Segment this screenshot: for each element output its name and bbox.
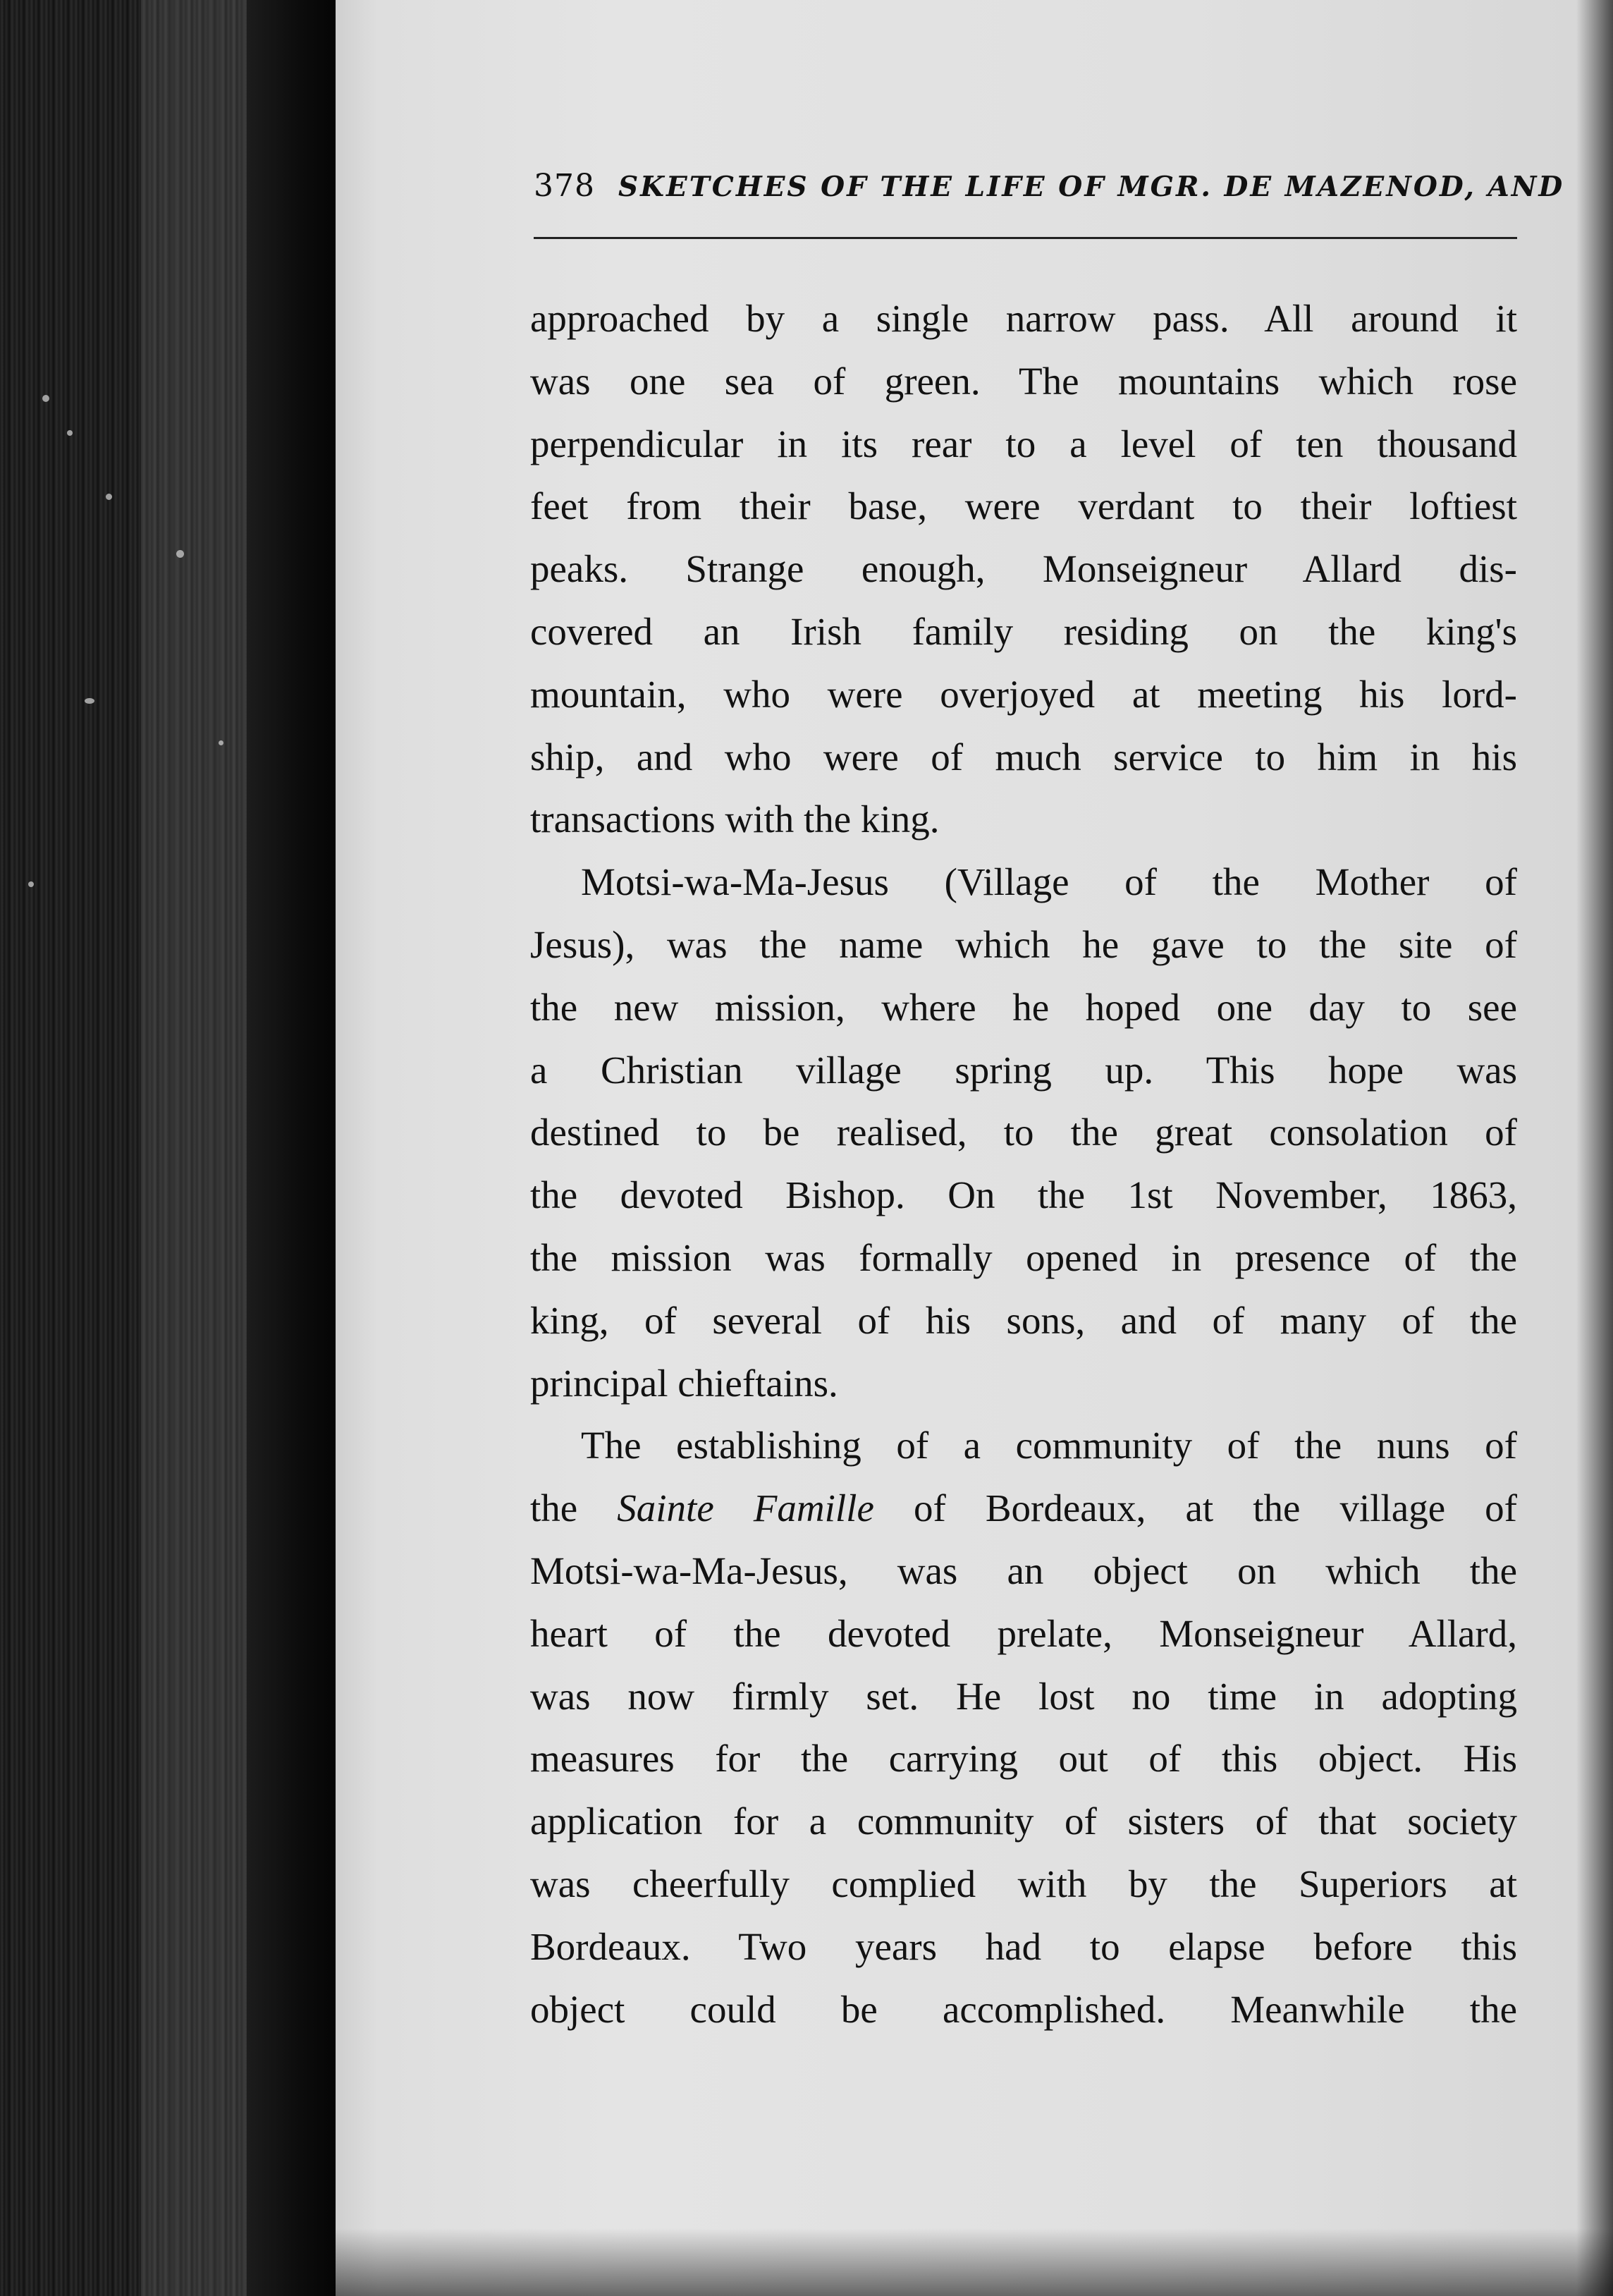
text-fragment: the bbox=[530, 1486, 578, 1530]
body-text bbox=[530, 288, 1517, 2041]
text-line: covered an Irish family residing on the king's bbox=[530, 609, 1517, 653]
spine-texture bbox=[141, 0, 247, 2296]
text-line: Motsi-wa-Ma-Jesus (Village of the Mother of bbox=[581, 860, 1517, 904]
text-line: a Christian village spring up. This hope was bbox=[530, 1048, 1517, 1092]
text-line: feet from their base, were verdant to their loftiest bbox=[530, 484, 1517, 528]
text-line: The establishing of a community of the nuns of bbox=[581, 1424, 1517, 1467]
text-line: approached by a single narrow pass. All around it bbox=[530, 297, 1517, 340]
text-fragment: of bbox=[913, 1486, 946, 1530]
text-line: mountain, who were overjoyed at meeting his lord- bbox=[530, 672, 1517, 716]
scan-speck bbox=[85, 698, 94, 704]
spine-gutter-shadow bbox=[247, 0, 336, 2296]
scan-speck bbox=[67, 430, 73, 436]
text-line: Motsi-wa-Ma-Jesus, was an object on which the bbox=[530, 1549, 1517, 1592]
header-rule bbox=[534, 237, 1517, 239]
page-header bbox=[534, 168, 1565, 217]
text-line: destined to be realised, to the great consolation of bbox=[530, 1111, 1517, 1154]
text-line: Jesus), was the name which he gave to the site of bbox=[530, 922, 1517, 966]
text-line: the devoted Bishop. On the 1st November, 1863, bbox=[530, 1173, 1517, 1217]
text-line: object could be accomplished. Meanwhile the bbox=[530, 1987, 1517, 2031]
running-title: SKETCHES OF THE LIFE OF MGR. DE MAZENOD, AND bbox=[618, 171, 1565, 203]
text-line: the new mission, where he hoped one day to see bbox=[530, 985, 1517, 1029]
text-line: peaks. Strange enough, Monseigneur Allard dis- bbox=[530, 547, 1517, 591]
text-line: ship, and who were of much service to him in his bbox=[530, 735, 1517, 778]
scan-speck bbox=[219, 740, 223, 745]
text-line: Bordeaux. Two years had to elapse before this bbox=[530, 1924, 1517, 1968]
text-line: was now firmly set. He lost no time in adopting bbox=[530, 1674, 1517, 1718]
text-line: principal chieftains. bbox=[530, 1361, 838, 1405]
text-fragment: Bordeaux, at the village of bbox=[985, 1486, 1518, 1530]
text-line: was one sea of green. The mountains which rose bbox=[530, 359, 1517, 403]
scan-speck bbox=[176, 550, 184, 558]
text-line: the mission was formally opened in presence of the bbox=[530, 1235, 1517, 1279]
text-line: application for a community of sisters of that society bbox=[530, 1800, 1517, 1843]
text-line: king, of several of his sons, and of many of the bbox=[530, 1298, 1517, 1342]
page-right-shadow bbox=[1576, 0, 1613, 2296]
text-line: heart of the devoted prelate, Monseigneur Allard, bbox=[530, 1611, 1517, 1655]
text-line: transactions with the king. bbox=[530, 798, 940, 841]
text-line-with-italic bbox=[530, 1477, 1517, 1540]
scan-speck bbox=[28, 881, 34, 887]
text-line: perpendicular in its rear to a level of ten thousand bbox=[530, 422, 1517, 465]
italic-title: Sainte Famille bbox=[617, 1486, 874, 1530]
page-number: 378 bbox=[534, 168, 595, 204]
scan-speck bbox=[106, 494, 112, 500]
text-line: was cheerfully complied with by the Superiors at bbox=[530, 1862, 1517, 1905]
text-line: measures for the carrying out of this object. His bbox=[530, 1737, 1517, 1781]
page-bottom-shadow bbox=[336, 2228, 1613, 2296]
scan-speck bbox=[42, 395, 49, 402]
